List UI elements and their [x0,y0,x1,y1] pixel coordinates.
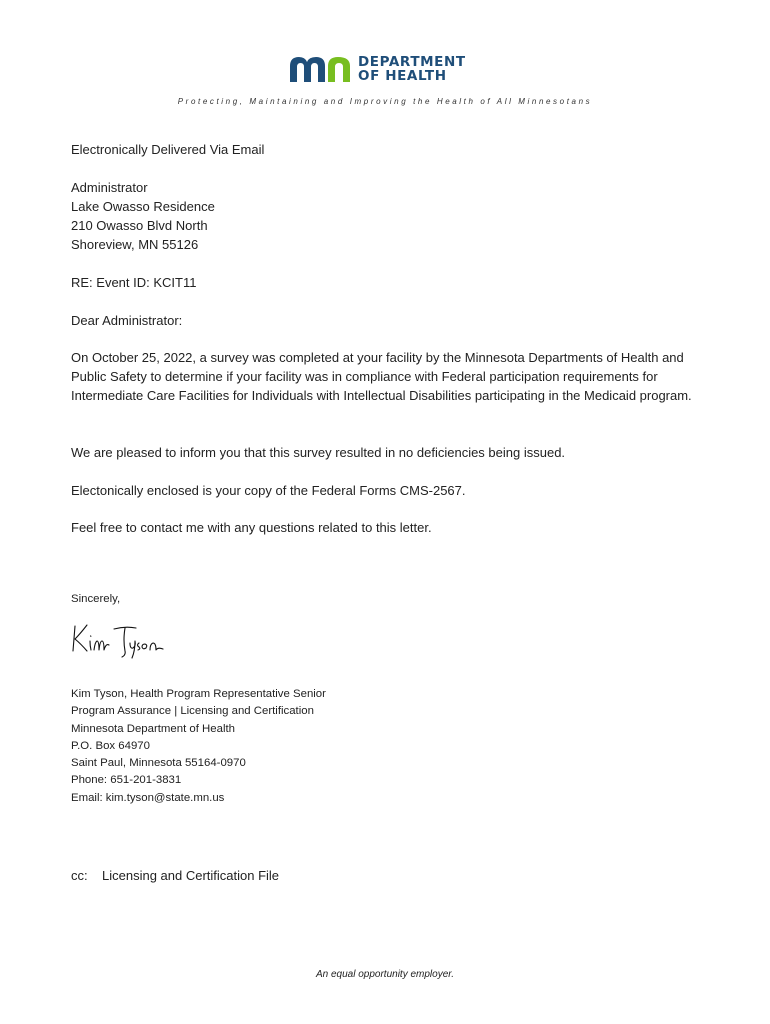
cc-label: cc: [71,868,88,883]
signer-city: Saint Paul, Minnesota 55164-0970 [71,757,246,770]
body-paragraph-3: Electonically enclosed is your copy of the Federal Forms CMS-2567. [71,483,466,498]
body-paragraph-4: Feel free to contact me with any questions related to this letter. [71,520,432,535]
cc-value: Licensing and Certification File [102,868,280,883]
signer-name-title: Kim Tyson, Health Program Representative Senior [71,688,326,700]
signer-unit: Program Assurance | Licensing and Certification [71,705,314,718]
signer-department: Minnesota Department of Health [71,722,235,735]
mn-logo-mark-icon [288,54,352,84]
tagline: Protecting, Maintaining and Improving the Health of All Minnesotans [177,97,593,106]
delivery-line: Electronically Delivered Via Email [71,142,265,157]
closing: Sincerely, [71,593,121,605]
recipient-street: 210 Owasso Blvd North [71,218,208,233]
body-paragraph-1: On October 25, 2022, a survey was completed at your facility by the Minnesota Departments of Health and Public Safety to determine if your facility was in compliance with Federal participation requirements for Intermediate Care Facilities for Individuals with Intellectual Disabilities participating in the Medicaid program. [71,350,692,403]
signer-block [71,686,326,807]
signer-po-box: P.O. Box 64970 [71,739,150,752]
cc-line [71,866,279,885]
footer: An equal opportunity employer. [315,969,455,980]
re-line: RE: Event ID: KCIT11 [71,275,197,290]
signer-phone: Phone: 651-201-3831 [71,774,182,787]
recipient-address [71,178,215,254]
body-paragraph-2: We are pleased to inform you that this survey resulted in no deficiencies being issued. [71,445,566,460]
signature [70,620,170,660]
recipient-city: Shoreview, MN 55126 [71,237,199,252]
logo-text [358,55,466,83]
signer-email: Email: kim.tyson@state.mn.us [71,791,225,804]
salutation: Dear Administrator: [71,313,183,328]
logo-line-2: OF HEALTH [358,68,447,84]
recipient-title: Administrator [71,180,148,195]
recipient-facility: Lake Owasso Residence [71,199,215,214]
logo-line-1: DEPARTMENT [358,54,466,70]
mdh-logo [288,52,466,86]
